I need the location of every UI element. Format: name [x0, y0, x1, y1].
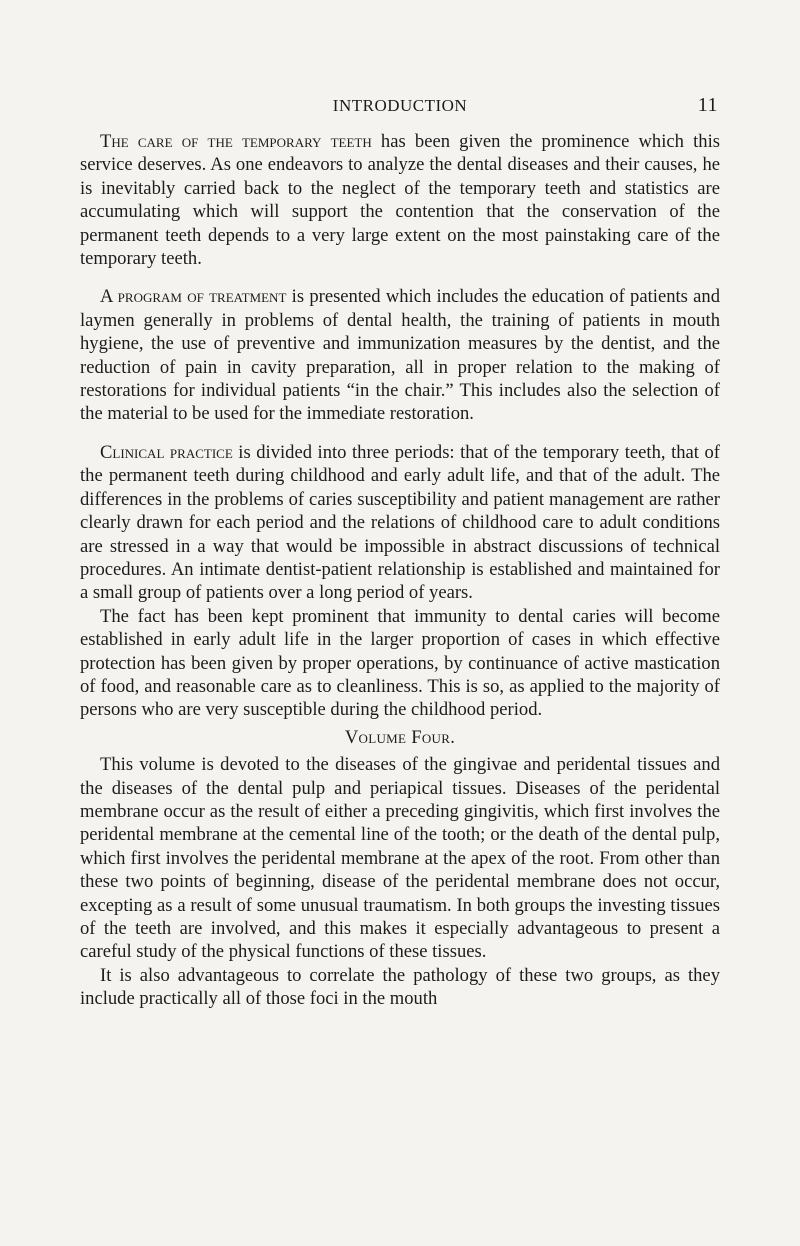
paragraph-lead: Clinical practice — [100, 441, 233, 463]
paragraph-correlate-pathology — [80, 964, 720, 1011]
running-title: INTRODUCTION — [332, 96, 468, 115]
paragraph-text: The fact has been kept prominent that immunity to dental caries will become established in early adult life in the larger proportion of cases in which effective protection has been given by proper operations, by continuance of active mastication of food, and reasonable care as to cleanliness. This is so, as applied to the majority of persons who are very susceptible during the childhood period. — [80, 605, 720, 721]
paragraph-program-of-treatment — [80, 285, 720, 425]
running-head — [80, 94, 720, 124]
paragraph-text: is divided into three periods: that of the temporary teeth, that of the permanent teeth during childhood and early adult life, and that of the adult. The differences in the problems of caries susceptibility and patient management are rather clearly drawn for each period and the relations of childhood care to adult conditions are stressed in a way that would be impossible in abstract discussions of technical procedures. An intimate dentist-patient relationship is established and maintained for a small group of patients over a long period of years. — [80, 441, 720, 604]
paragraph-text: has been given the prominence which this service deserves. As one endeavors to analyze the dental diseases and their causes, he is inevitably carried back to the neglect of the temporary teeth and statistics are accumulating which will support the contention that the conservation of the permanent teeth depends to a very large extent on the most painstaking care of the temporary teeth. — [80, 131, 720, 270]
paragraph-text: It is also advantageous to correlate the pathology of these two groups, as they include practically all of those foci in the mouth — [80, 964, 720, 1010]
book-page — [80, 94, 720, 1011]
paragraph-volume-four — [80, 753, 720, 964]
section-heading: Volume Four. — [344, 726, 456, 748]
paragraph-text: is presented which includes the education of patients and laymen generally in problems of dental health, the training of patients in mouth hygiene, the use of preventive and immunization measures by the dentist, and the reduction of pain in cavity preparation, all in proper relation to the making of restorations for individual patients “in the chair.” This includes also the selection of the material to be used for the immediate restoration. — [80, 286, 721, 425]
page-number: 11 — [697, 94, 718, 116]
paragraph-temporary-teeth — [80, 130, 720, 270]
paragraph-clinical-practice — [80, 441, 720, 605]
paragraph-lead: A program of treatment — [100, 286, 287, 308]
paragraph-text: This volume is devoted to the diseases of the gingivae and peridental tissues and the diseases of the dental pulp and periapical tissues. Diseases of the peridental membrane occur as the result of either a preceding gingivitis, which first involves the peridental membrane at the cemental line of the tooth; or the death of the dental pulp, which first involves the peridental membrane at the apex of the root. From other than these two points of beginning, disease of the peridental membrane does not occur, excepting as a result of some unusual traumatism. In both groups the investing tissues of the teeth are involved, and this makes it especially advantageous to present a careful study of the physical functions of these tissues. — [80, 754, 720, 963]
paragraph-immunity — [80, 605, 720, 722]
paragraph-lead: The care of the temporary teeth — [100, 131, 372, 152]
